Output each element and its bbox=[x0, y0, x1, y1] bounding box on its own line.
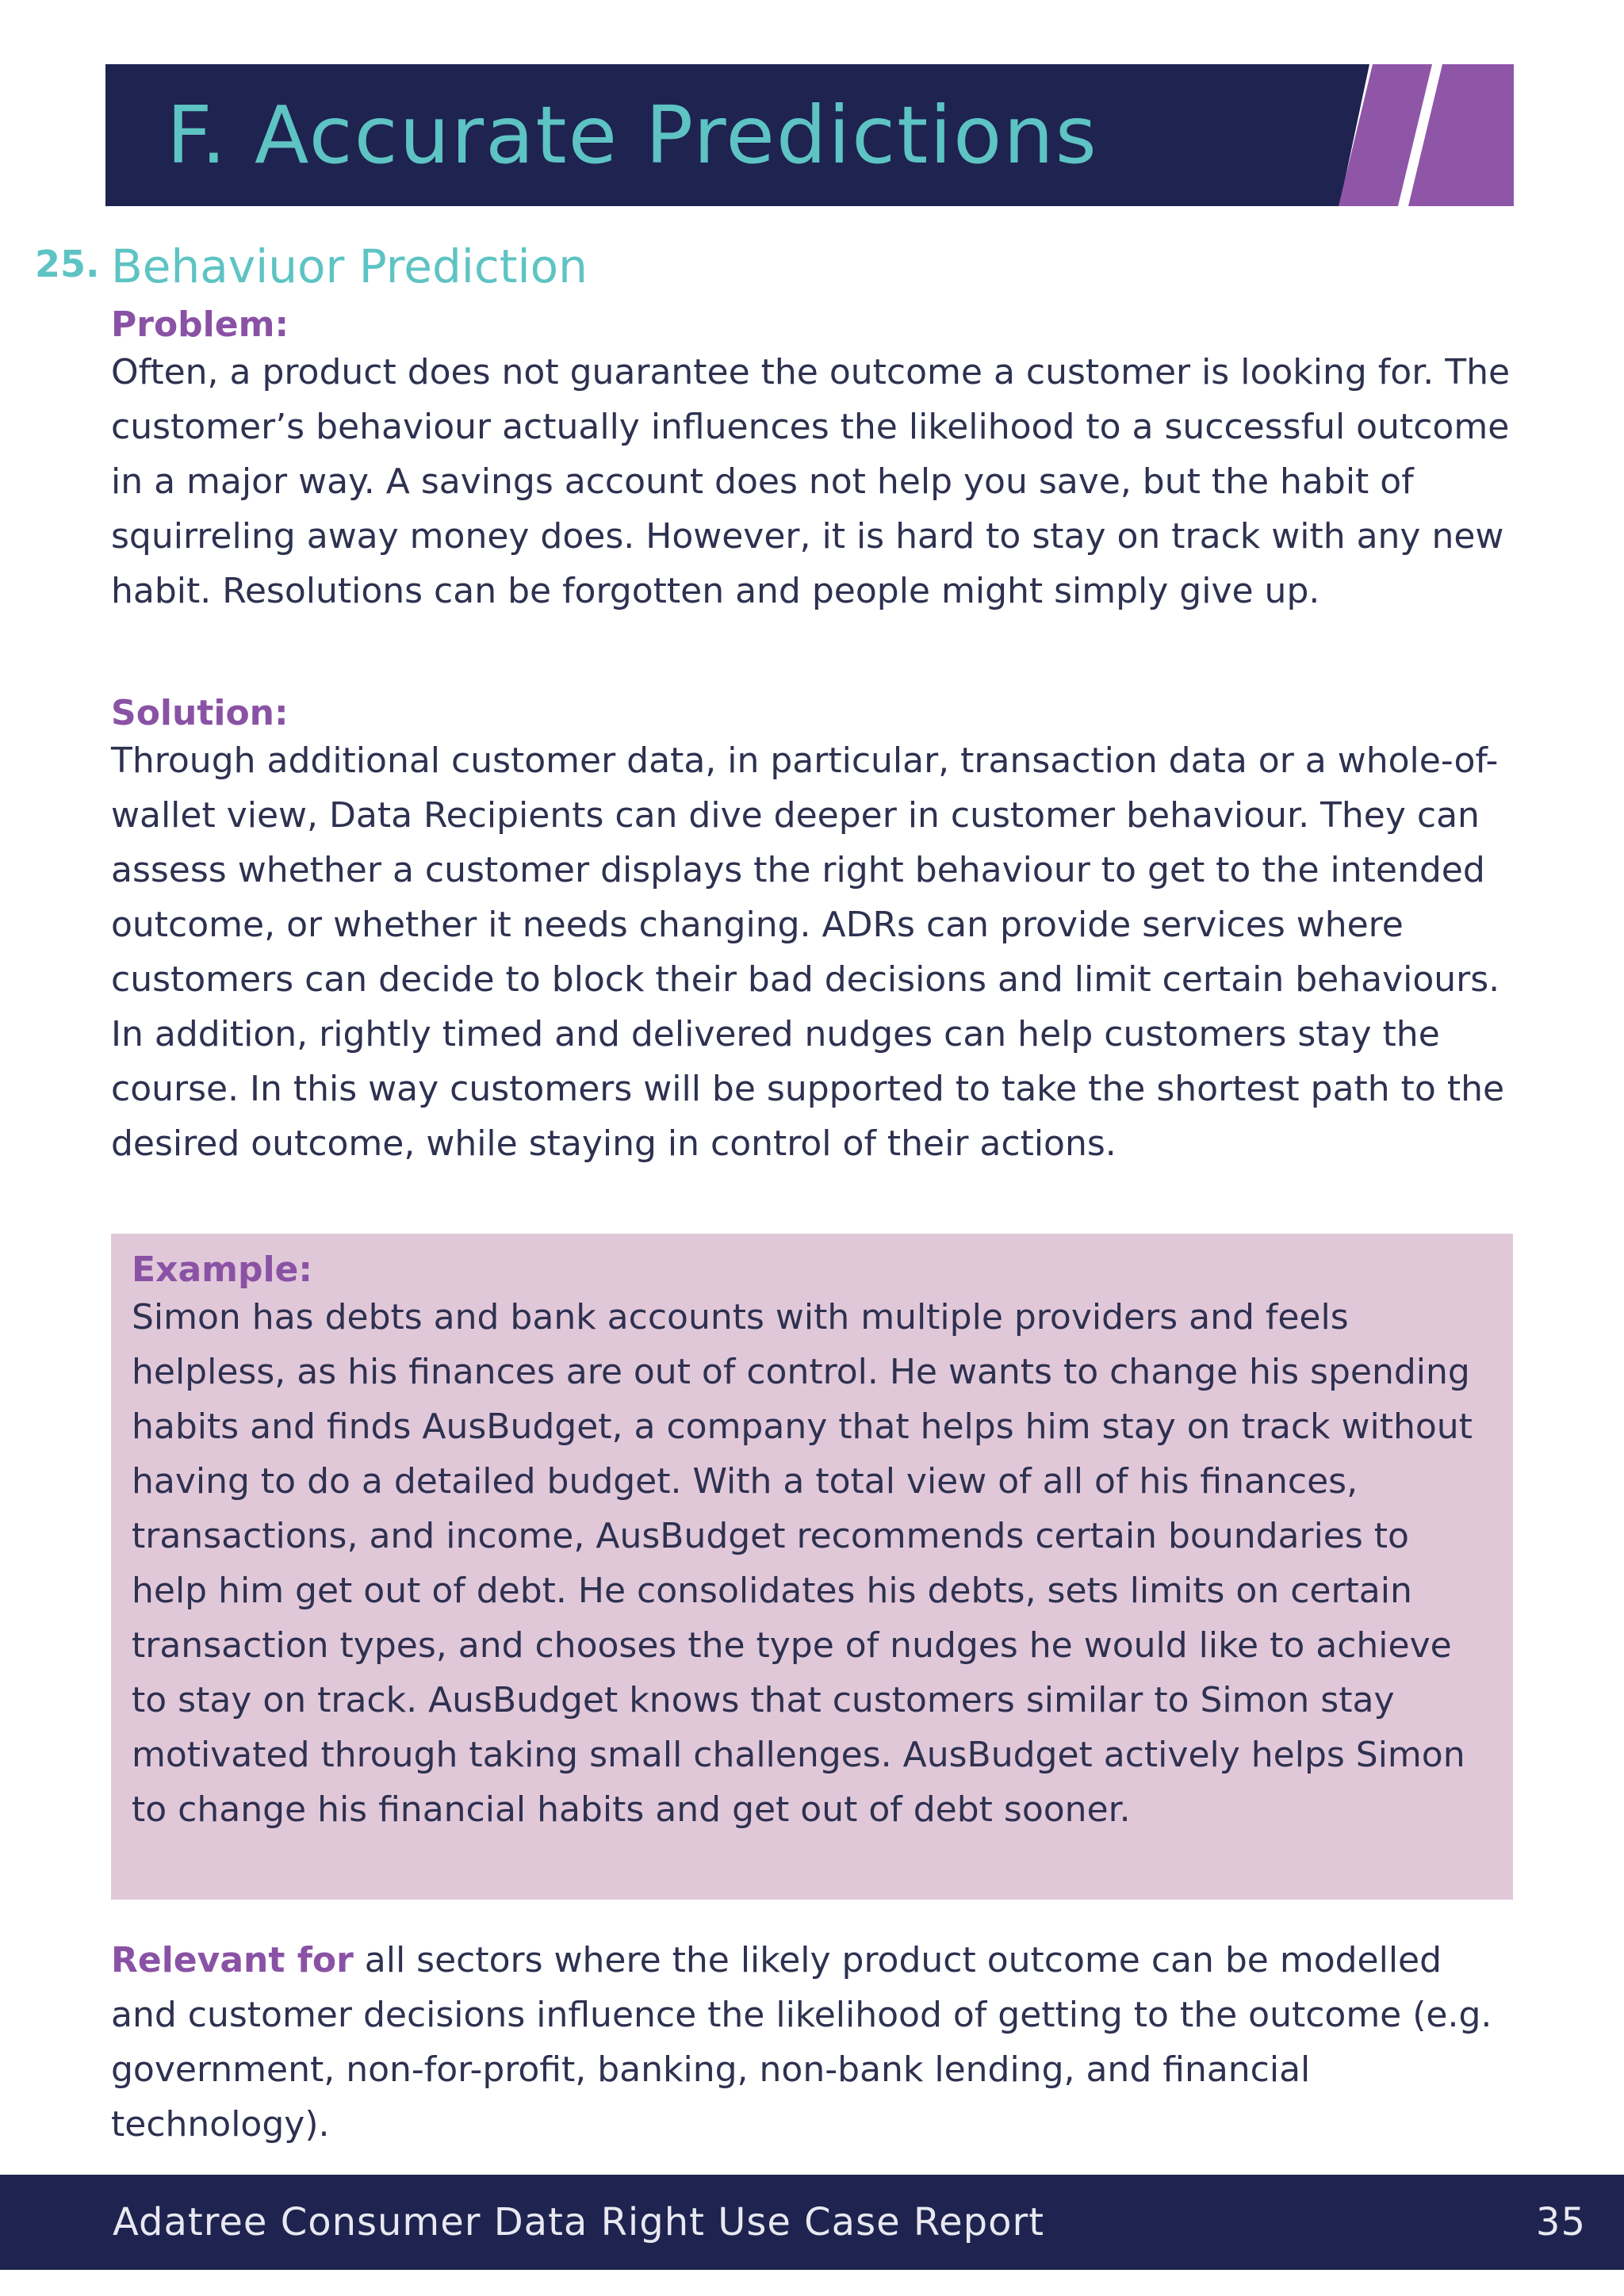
footer-title: Adatree Consumer Data Right Use Case Report bbox=[113, 2200, 1045, 2244]
page-number: 35 bbox=[1535, 2200, 1586, 2244]
section-title: Behaviuor Prediction bbox=[111, 239, 588, 293]
footer-bar bbox=[0, 2175, 1624, 2270]
solution-section bbox=[111, 693, 1515, 1171]
example-text: Simon has debts and bank accounts with multiple providers and feels helpless, as his finances are out of control. He wants to change his spending habits and finds AusBudget, a company that helps him stay on track without having to do a detailed budget. With a total view of all of his finances, transactions, and income, AusBudget recommends certain boundaries to help him get out of debt. He consolidates his debts, sets limits on certain transaction types, and chooses the type of nudges he would like to achieve to stay on track. AusBudget knows that customers similar to Simon stay motivated through taking small challenges. AusBudget actively helps Simon to change his financial habits and get out of debt sooner. bbox=[132, 1297, 1473, 1830]
section-number: 25. bbox=[35, 243, 100, 285]
problem-section bbox=[111, 304, 1515, 618]
example-box bbox=[111, 1234, 1513, 1900]
relevant-text bbox=[111, 1933, 1515, 2152]
relevant-section bbox=[111, 1933, 1515, 2152]
solution-text: Through additional customer data, in particular, transaction data or a whole-of-wallet view, Data Recipients can dive deeper in customer behaviour. They can assess whether a customer displays the right behaviour to get to the intended outcome, or whether it needs changing. ADRs can provide services where customers can decide to block their bad decisions and limit certain behaviours. In addition, rightly timed and delivered nudges can help customers stay the course. In this way customers will be supported to take the shortest path to the desired outcome, while staying in control of their actions. bbox=[111, 740, 1505, 1164]
example-label: Example: bbox=[132, 1249, 312, 1290]
relevant-lead: Relevant for bbox=[111, 1940, 354, 1980]
relevant-body: all sectors where the likely product outcome can be modelled and customer decisions influence the likelihood of getting to the outcome (e.g. government, non-for-profit, banking, non-bank lending, and financial technology). bbox=[111, 1940, 1492, 2145]
page-title: F. Accurate Predictions bbox=[167, 89, 1098, 182]
solution-label: Solution: bbox=[111, 693, 289, 733]
problem-text: Often, a product does not guarantee the outcome a customer is looking for. The customer’s behaviour actually influences the likelihood to a successful outcome in a major way. A savings account does not help you save, but the habit of squirreling away money does. However, it is hard to stay on track with any new habit. Resolutions can be forgotten and people might simply give up. bbox=[111, 352, 1511, 611]
problem-label: Problem: bbox=[111, 304, 289, 345]
